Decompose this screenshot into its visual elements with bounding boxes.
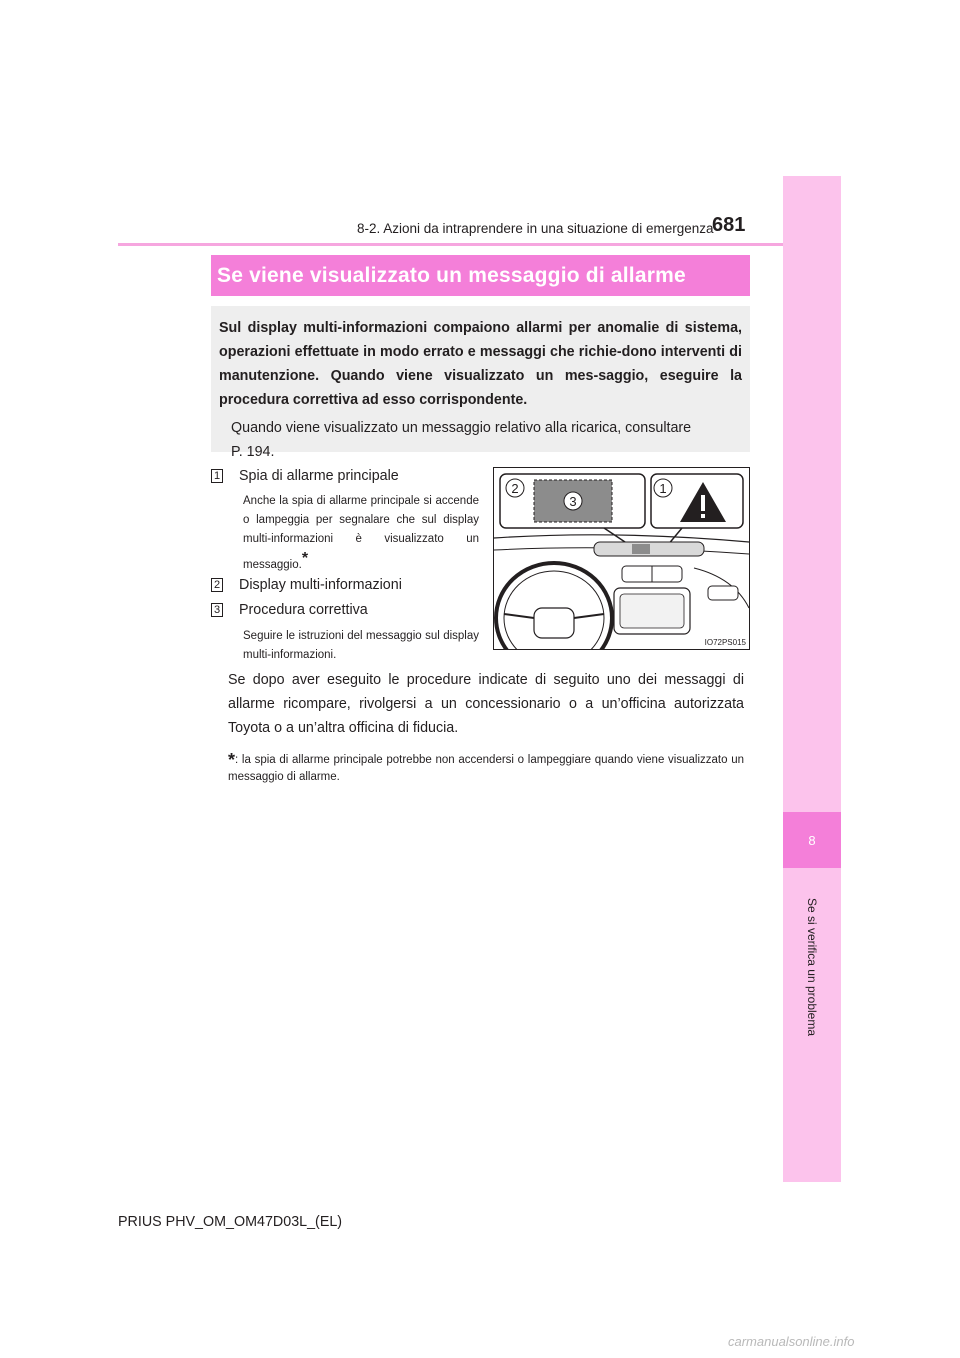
dashboard-illustration — [493, 467, 750, 650]
header-rule — [118, 243, 783, 246]
intro-note-line2: P. 194. — [231, 444, 275, 460]
callout-number-2: 2 — [511, 481, 519, 496]
side-tab-chapter-label: Se si verifica un problema — [805, 897, 819, 1037]
item-3-description: Seguire le istruzioni del messaggio sul display multi-informazioni. — [243, 630, 479, 661]
item-label: Display multi-informazioni — [239, 577, 402, 593]
intro-box — [211, 306, 750, 460]
page-number: 681 — [712, 214, 746, 236]
item-1-description-text: Anche la spia di allarme principale si accende o lampeggia per segnalare che sul display multi-informazioni è visualizzato un messaggio. — [243, 495, 479, 571]
callout-number-1: 1 — [659, 481, 667, 496]
display-highlight — [632, 544, 650, 554]
intro-note-line1: Quando viene visualizzato un messaggio relativo alla ricarica, consultare — [231, 420, 692, 436]
callout-number-3: 3 — [569, 494, 577, 509]
contact-dealer-paragraph: Se dopo aver eseguito le procedure indicate di seguito uno dei messaggi di allarme ricompare, rivolgersi a un concessionario o a un’officina autorizzata Toyota o a un’altra officina di fiducia. — [228, 672, 744, 736]
header-section-title: 8-2. Azioni da intraprendere in una situazione di emergenza — [357, 221, 714, 236]
item-number-badge: 1 — [211, 469, 223, 483]
watermark: carmanualsonline.info — [728, 1334, 855, 1349]
item-label: Spia di allarme principale — [239, 468, 399, 484]
side-tab-chapter-number: 8 — [783, 812, 841, 868]
section-title: Se viene visualizzato un messaggio di allarme — [217, 263, 686, 287]
dashboard-illustration-svg — [494, 468, 749, 649]
list-item-1 — [211, 468, 399, 484]
list-item-2 — [211, 577, 402, 593]
footnote-text: : la spia di allarme principale potrebbe non accendersi o lampeggiare quando viene visualizzato un messaggio di allarme. — [228, 754, 744, 783]
intro-bold-text: Sul display multi-informazioni compaiono allarmi per anomalie di sistema, operazioni effettuate in modo errato e messaggi che richie-dono interventi di manutenzione. Quando viene visualizzato un mes-saggio, eseguire la procedura correttiva ad esso corrispondente. — [219, 320, 742, 408]
item-number-badge: 3 — [211, 603, 223, 617]
footnote-mark: * — [228, 750, 236, 770]
footnote — [228, 752, 744, 786]
footer-document-code: PRIUS PHV_OM_OM47D03L_(EL) — [118, 1214, 343, 1230]
exclamation-dot — [701, 514, 705, 518]
item-1-description — [243, 492, 479, 575]
figure-code: IO72PS015 — [704, 638, 746, 647]
item-label: Procedura correttiva — [239, 602, 368, 618]
section-title-bar — [211, 255, 750, 296]
exclamation-bar — [701, 495, 705, 511]
footnote-reference-mark: * — [301, 550, 309, 567]
item-number-badge: 2 — [211, 578, 223, 592]
list-item-3 — [211, 602, 368, 618]
dash-line — [494, 535, 749, 542]
intro-note — [231, 416, 742, 464]
